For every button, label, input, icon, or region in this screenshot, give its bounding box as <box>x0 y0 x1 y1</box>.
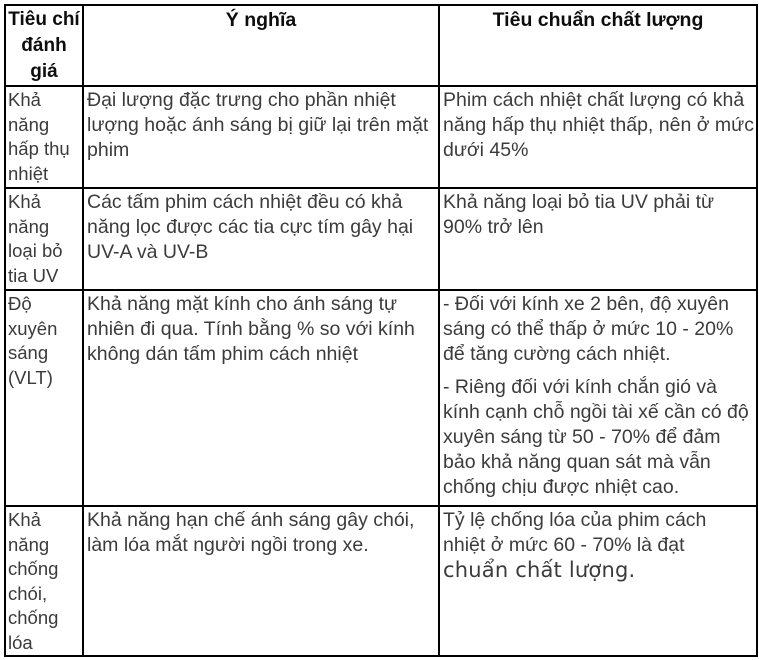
cell-criteria: Khả năng chống chói, chống lóa <box>5 506 83 656</box>
column-header-criteria: Tiêu chí đánh giá <box>5 5 83 86</box>
cell-standard <box>439 290 757 506</box>
cell-meaning: Đại lượng đặc trưng cho phần nhiệt lượng hoặc ánh sáng bị giữ lại trên mặt phim <box>83 86 439 188</box>
column-header-meaning: Ý nghĩa <box>83 5 439 86</box>
standard-emphasis-text: chuẩn chất lượng. <box>443 558 636 582</box>
table-row-vlt <box>5 290 757 506</box>
quality-criteria-table <box>4 4 758 657</box>
standard-paragraph-side-windows: - Đối với kính xe 2 bên, độ xuyên sáng có thể thấp ở mức 10 - 20% để tăng cường cách nhiệt. <box>443 293 734 365</box>
cell-criteria: Khả năng loại bỏ tia UV <box>5 188 83 290</box>
cell-standard: Phim cách nhiệt chất lượng có khả năng hấp thụ nhiệt thấp, nên ở mức dưới 45% <box>439 86 757 188</box>
cell-standard <box>439 506 757 656</box>
cell-criteria: Khả năng hấp thụ nhiệt <box>5 86 83 188</box>
column-header-standard: Tiêu chuẩn chất lượng <box>439 5 757 86</box>
cell-meaning: Khả năng mặt kính cho ánh sáng tự nhiên đi qua. Tính bằng % so với kính không dán tấm phim cách nhiệt <box>83 290 439 506</box>
table-row-heat-absorption <box>5 86 757 188</box>
table-container <box>4 4 758 657</box>
cell-meaning: Các tấm phim cách nhiệt đều có khả năng lọc được các tia cực tím gây hại UV-A và UV-B <box>83 188 439 290</box>
table-row-glare-reduction <box>5 506 757 656</box>
header-row <box>5 5 757 86</box>
standard-paragraph-windshield: - Riêng đối với kính chắn gió và kính cạnh chỗ ngồi tài xế cần có độ xuyên sáng từ 50 - 70% để đảm bảo khả năng quan sát mà vẫn chống chịu được nhiệt cao. <box>443 376 749 498</box>
table-row-uv-rejection <box>5 188 757 290</box>
cell-meaning: Khả năng hạn chế ánh sáng gây chói, làm lóa mắt người ngồi trong xe. <box>83 506 439 656</box>
cell-standard: Khả năng loại bỏ tia UV phải từ 90% trở lên <box>439 188 757 290</box>
cell-criteria: Độ xuyên sáng (VLT) <box>5 290 83 506</box>
standard-text: Tỷ lệ chống lóa của phim cách nhiệt ở mức 60 - 70% là đạt <box>443 509 707 556</box>
